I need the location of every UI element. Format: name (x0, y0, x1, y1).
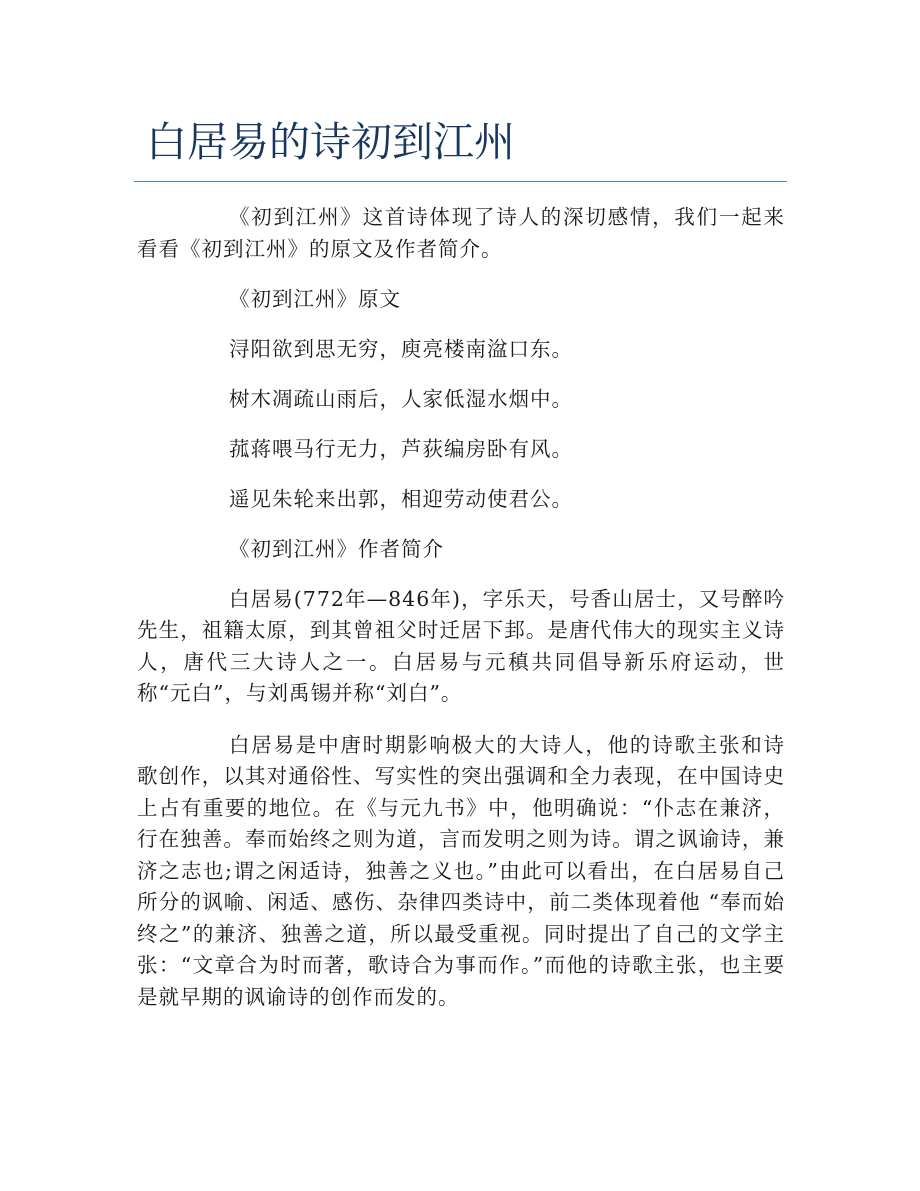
document-body (137, 202, 785, 1013)
poem-line-2: 树木凋疏山雨后，人家低湿水烟中。 (229, 386, 573, 411)
poem-line-4: 遥见朱轮来出郭，相迎劳动使君公。 (229, 486, 573, 511)
author-paragraph-2: 白居易是中唐时期影响极大的大诗人，他的诗歌主张和诗歌创作，以其对通俗性、写实性的突出强调和全力表现，在中国诗史上占有重要的地位。在《与元九书》中，他明确说：“仆志在兼济，行在独善。奉而始终之则为道，言而发明之则为诗。谓之讽谕诗，兼济之志也;谓之闲适诗，独善之义也。”由此可以看出，在白居易自己所分的讽喻、闲适、感伤、杂律四类诗中，前二类体现着他 “奉而始终之”的兼济、独善之道，所以最受重视。同时提出了自己的文学主张：“文章合为时而著，歌诗合为事而作。”而他的诗歌主张，也主要是就早期的讽谕诗的创作而发的。 (137, 732, 785, 1009)
intro-paragraph: 《初到江州》这首诗体现了诗人的深切感情，我们一起来看看《初到江州》的原文及作者简介。 (137, 205, 785, 261)
title-divider (134, 181, 787, 182)
poem-line-3: 菰蒋喂马行无力，芦荻编房卧有风。 (229, 436, 573, 461)
author-heading: 《初到江州》作者简介 (229, 536, 444, 561)
poem-line-1: 浔阳欲到思无穷，庾亮楼南湓口东。 (229, 336, 573, 361)
author-paragraph-1: 白居易(772年—846年)，字乐天，号香山居士，又号醉吟先生，祖籍太原，到其曾祖父时迁居下邽。是唐代伟大的现实主义诗人，唐代三大诗人之一。白居易与元稹共同倡导新乐府运动，世称“元白”，与刘禹锡并称“刘白”。 (137, 586, 785, 705)
poem-heading: 《初到江州》原文 (229, 286, 401, 311)
document-title: 白居易的诗初到江州 (146, 118, 515, 166)
